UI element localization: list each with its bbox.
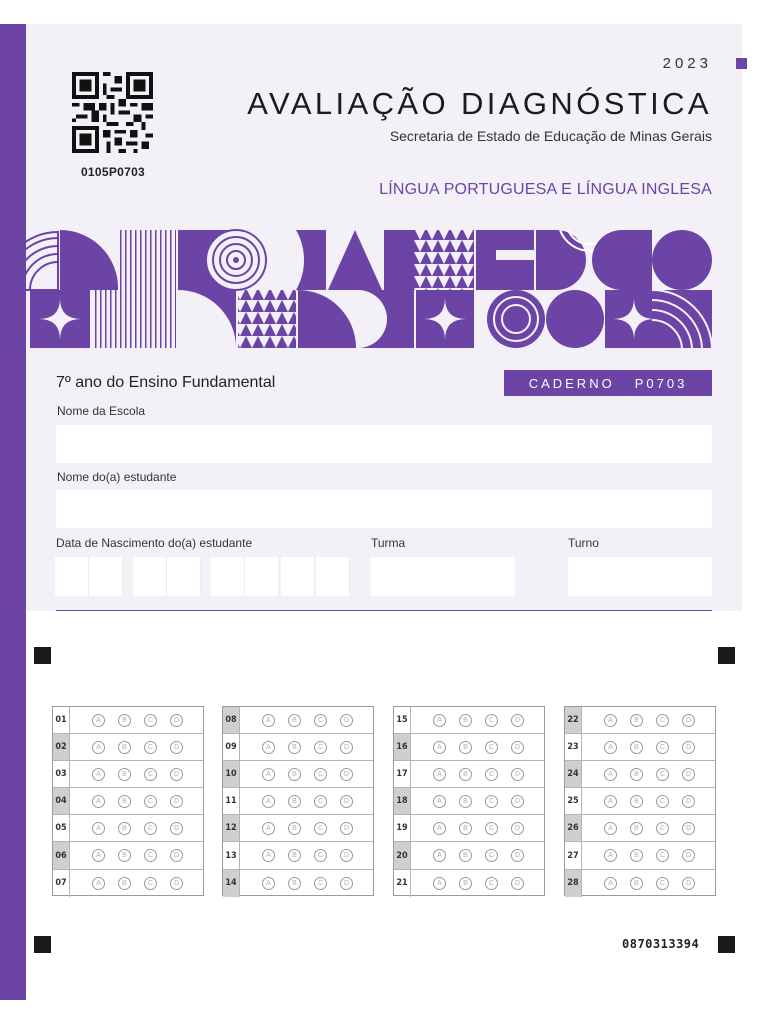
answer-bubble[interactable]: B [459, 768, 472, 781]
answer-row [53, 815, 203, 842]
question-number: 10 [223, 761, 240, 787]
answer-bubble[interactable]: B [630, 822, 643, 835]
answer-bubble[interactable]: B [459, 741, 472, 754]
birthdate-label: Data de Nascimento do(a) estudante [56, 536, 253, 550]
answer-bubble[interactable]: D [511, 877, 524, 890]
answer-row [565, 761, 715, 788]
answer-bubble[interactable]: D [511, 822, 524, 835]
answer-bubble[interactable]: B [288, 877, 301, 890]
answer-bubble[interactable]: C [144, 877, 157, 890]
birthdate-year-digit-3[interactable] [281, 557, 315, 596]
answer-bubble[interactable]: D [170, 822, 183, 835]
booklet-code: P0703 [634, 375, 688, 391]
answer-bubble[interactable]: C [144, 714, 157, 727]
class-field[interactable] [371, 557, 515, 596]
answer-bubble[interactable]: B [459, 795, 472, 808]
answer-bubble[interactable]: D [511, 714, 524, 727]
answer-block [564, 706, 716, 896]
answer-bubble[interactable]: B [118, 768, 131, 781]
answer-bubble[interactable]: A [92, 849, 105, 862]
birthdate-year-digit-1[interactable] [211, 557, 245, 596]
question-number: 14 [223, 870, 240, 897]
answer-options [240, 714, 353, 727]
answer-bubble[interactable]: A [92, 795, 105, 808]
answer-bubble[interactable]: D [340, 768, 353, 781]
question-number: 07 [53, 870, 70, 897]
answer-row [223, 788, 373, 815]
answer-bubble[interactable]: B [118, 849, 131, 862]
answer-bubble[interactable]: A [433, 877, 446, 890]
answer-bubble[interactable]: B [288, 849, 301, 862]
answer-bubble[interactable]: D [682, 849, 695, 862]
answer-bubble[interactable]: A [92, 822, 105, 835]
answer-bubble[interactable]: B [630, 714, 643, 727]
answer-bubble[interactable]: A [604, 768, 617, 781]
answer-bubble[interactable]: A [433, 822, 446, 835]
answer-bubble[interactable]: A [604, 741, 617, 754]
answer-bubble[interactable]: C [485, 714, 498, 727]
answer-bubble[interactable]: D [511, 741, 524, 754]
shift-label: Turno [568, 536, 599, 550]
shift-field[interactable] [568, 557, 712, 596]
answer-row [223, 842, 373, 869]
answer-bubble[interactable]: A [92, 768, 105, 781]
answer-bubble[interactable]: D [682, 714, 695, 727]
answer-bubble[interactable]: C [314, 877, 327, 890]
answer-bubble[interactable]: D [170, 877, 183, 890]
answer-options [411, 877, 524, 890]
answer-options [240, 877, 353, 890]
answer-options [70, 822, 183, 835]
question-number: 13 [223, 842, 240, 868]
question-number: 15 [394, 707, 411, 733]
answer-bubble[interactable]: B [118, 795, 131, 808]
answer-row [565, 815, 715, 842]
birthdate-year-digit-2[interactable] [245, 557, 279, 596]
answer-bubble[interactable]: D [340, 714, 353, 727]
answer-row [565, 734, 715, 761]
answer-options [240, 741, 353, 754]
answer-bubble[interactable]: D [170, 741, 183, 754]
question-number: 12 [223, 815, 240, 841]
answer-bubble[interactable]: C [485, 795, 498, 808]
answer-bubble[interactable]: D [170, 849, 183, 862]
subject-title: LÍNGUA PORTUGUESA E LÍNGUA INGLESA [379, 181, 712, 198]
answer-row [53, 788, 203, 815]
answer-bubble[interactable]: D [340, 741, 353, 754]
answer-options [70, 741, 183, 754]
answer-options [70, 795, 183, 808]
question-number: 26 [565, 815, 582, 841]
barcode-number: 0870313394 [622, 937, 700, 951]
answer-bubble[interactable]: C [485, 877, 498, 890]
answer-bubble[interactable]: C [656, 768, 669, 781]
answer-bubble[interactable]: D [511, 849, 524, 862]
question-number: 20 [394, 842, 411, 868]
answer-block [393, 706, 545, 896]
answer-bubble[interactable]: B [459, 822, 472, 835]
student-name-field[interactable] [56, 490, 712, 528]
answer-bubble[interactable]: C [314, 768, 327, 781]
answer-bubble[interactable]: A [262, 741, 275, 754]
answer-row [394, 734, 544, 761]
answer-bubble[interactable]: B [288, 822, 301, 835]
answer-bubble[interactable]: C [656, 877, 669, 890]
answer-bubble[interactable]: B [288, 741, 301, 754]
answer-row [565, 870, 715, 897]
answer-options [70, 877, 183, 890]
answer-bubble[interactable]: D [340, 849, 353, 862]
answer-bubble[interactable]: D [170, 795, 183, 808]
answer-bubble[interactable]: A [604, 714, 617, 727]
answer-bubble[interactable]: B [630, 768, 643, 781]
answer-options [240, 795, 353, 808]
answer-bubble[interactable]: C [314, 714, 327, 727]
question-number: 23 [565, 734, 582, 760]
answer-bubble[interactable]: C [485, 768, 498, 781]
answer-bubble[interactable]: B [288, 795, 301, 808]
answer-options [411, 849, 524, 862]
answer-bubble[interactable]: B [118, 877, 131, 890]
answer-options [582, 768, 695, 781]
question-number: 21 [394, 870, 411, 897]
answer-row [53, 761, 203, 788]
page-title: AVALIAÇÃO DIAGNÓSTICA [247, 86, 712, 121]
answer-bubble[interactable]: A [92, 714, 105, 727]
answer-row [394, 707, 544, 734]
answer-row [394, 842, 544, 869]
answer-row [223, 761, 373, 788]
answer-bubble[interactable]: A [262, 877, 275, 890]
answer-options [70, 849, 183, 862]
divider [56, 610, 712, 611]
answer-bubble[interactable]: B [630, 849, 643, 862]
answer-bubble[interactable]: D [511, 768, 524, 781]
answer-bubble[interactable]: A [604, 795, 617, 808]
answer-options [411, 822, 524, 835]
class-label: Turma [371, 536, 406, 550]
answer-options [240, 768, 353, 781]
answer-bubble[interactable]: C [314, 822, 327, 835]
question-number: 11 [223, 788, 240, 814]
side-accent-bar [0, 24, 26, 1000]
question-number: 25 [565, 788, 582, 814]
answer-bubble[interactable]: B [630, 741, 643, 754]
answer-bubble[interactable]: A [262, 714, 275, 727]
answer-bubble[interactable]: D [682, 877, 695, 890]
qr-code-text: 0105P0703 [80, 165, 146, 179]
answer-row [565, 788, 715, 815]
birthdate-year-digit-4[interactable] [316, 557, 350, 596]
answer-row [394, 788, 544, 815]
answer-options [582, 795, 695, 808]
question-number: 17 [394, 761, 411, 787]
answer-bubble[interactable]: A [433, 714, 446, 727]
answer-bubble[interactable]: C [144, 849, 157, 862]
birthdate-month-digit-2[interactable] [167, 557, 201, 596]
answer-bubble[interactable]: C [656, 714, 669, 727]
question-number: 09 [223, 734, 240, 760]
question-number: 19 [394, 815, 411, 841]
answer-bubble[interactable]: C [314, 741, 327, 754]
answer-bubble[interactable]: A [604, 822, 617, 835]
question-number: 05 [53, 815, 70, 841]
answer-options [70, 768, 183, 781]
question-number: 01 [53, 707, 70, 733]
answer-bubble[interactable]: A [92, 877, 105, 890]
answer-bubble[interactable]: A [92, 741, 105, 754]
answer-row [223, 815, 373, 842]
answer-options [411, 795, 524, 808]
answer-bubble[interactable]: D [340, 795, 353, 808]
answer-bubble[interactable]: A [433, 768, 446, 781]
question-number: 02 [53, 734, 70, 760]
answer-bubble[interactable]: D [511, 795, 524, 808]
answer-bubble[interactable]: D [340, 877, 353, 890]
answer-options [582, 714, 695, 727]
answer-bubble[interactable]: B [288, 768, 301, 781]
answer-bubble[interactable]: D [340, 822, 353, 835]
answer-bubble[interactable]: A [262, 768, 275, 781]
answer-bubble[interactable]: D [682, 768, 695, 781]
answer-bubble[interactable]: A [604, 849, 617, 862]
answer-bubble[interactable]: C [144, 741, 157, 754]
school-name-field[interactable] [56, 425, 712, 463]
answer-options [411, 741, 524, 754]
grade-label: 7º ano do Ensino Fundamental [56, 374, 276, 391]
answer-options [240, 849, 353, 862]
answer-options [70, 714, 183, 727]
answer-bubble[interactable]: B [630, 877, 643, 890]
answer-row [223, 870, 373, 897]
answer-options [240, 822, 353, 835]
answer-bubble[interactable]: C [485, 741, 498, 754]
answer-bubble[interactable]: C [144, 795, 157, 808]
booklet-label: CADERNO [528, 375, 615, 391]
booklet-badge [504, 370, 712, 396]
answer-row [394, 761, 544, 788]
answer-bubble[interactable]: C [144, 768, 157, 781]
answer-bubble[interactable]: C [314, 795, 327, 808]
registration-mark [34, 936, 51, 953]
answer-bubble[interactable]: A [262, 822, 275, 835]
decorative-banner [0, 228, 712, 350]
answer-row [53, 870, 203, 897]
answer-bubble[interactable]: B [118, 741, 131, 754]
school-name-label: Nome da Escola [57, 404, 146, 418]
answer-bubble[interactable]: D [170, 714, 183, 727]
answer-row [223, 707, 373, 734]
answer-options [582, 741, 695, 754]
registration-mark [718, 936, 735, 953]
answer-bubble[interactable]: C [485, 849, 498, 862]
answer-options [411, 714, 524, 727]
answer-options [582, 822, 695, 835]
subtitle: Secretaria de Estado de Educação de Minas Gerais [389, 128, 712, 144]
answer-bubble[interactable]: D [170, 768, 183, 781]
birthdate-day-digit-1[interactable] [55, 557, 89, 596]
corner-square [736, 58, 747, 69]
answer-options [411, 768, 524, 781]
answer-row [53, 734, 203, 761]
question-number: 06 [53, 842, 70, 868]
answer-bubble[interactable]: C [485, 822, 498, 835]
question-number: 03 [53, 761, 70, 787]
question-number: 22 [565, 707, 582, 733]
student-name-label: Nome do(a) estudante [57, 470, 177, 484]
answer-bubble[interactable]: C [656, 795, 669, 808]
answer-bubble[interactable]: D [682, 741, 695, 754]
answer-row [394, 870, 544, 897]
registration-mark [718, 647, 735, 664]
answer-bubble[interactable]: B [288, 714, 301, 727]
answer-bubble[interactable]: A [262, 849, 275, 862]
answer-bubble[interactable]: A [433, 849, 446, 862]
question-number: 27 [565, 842, 582, 868]
answer-options [582, 849, 695, 862]
answer-bubble[interactable]: C [656, 822, 669, 835]
answer-bubble[interactable]: B [459, 849, 472, 862]
answer-bubble[interactable]: A [262, 795, 275, 808]
registration-mark [34, 647, 51, 664]
question-number: 18 [394, 788, 411, 814]
answer-row [565, 842, 715, 869]
answer-row [223, 734, 373, 761]
answer-bubble[interactable]: C [144, 822, 157, 835]
answer-row [394, 815, 544, 842]
birthdate-month-digit-1[interactable] [133, 557, 167, 596]
answer-options [582, 877, 695, 890]
answer-block [52, 706, 204, 896]
answer-bubble[interactable]: C [314, 849, 327, 862]
answer-bubble[interactable]: B [118, 714, 131, 727]
answer-row [53, 707, 203, 734]
birthdate-day-digit-2[interactable] [89, 557, 123, 596]
answer-bubble[interactable]: A [433, 741, 446, 754]
answer-bubble[interactable]: B [459, 877, 472, 890]
answer-bubble[interactable]: B [630, 795, 643, 808]
answer-bubble[interactable]: D [682, 795, 695, 808]
answer-bubble[interactable]: D [682, 822, 695, 835]
question-number: 28 [565, 870, 582, 897]
question-number: 04 [53, 788, 70, 814]
question-number: 08 [223, 707, 240, 733]
answer-row [565, 707, 715, 734]
qr-code-icon [72, 72, 153, 153]
answer-row [53, 842, 203, 869]
answer-bubble[interactable]: A [433, 795, 446, 808]
answer-block [222, 706, 374, 896]
answer-bubble[interactable]: C [656, 741, 669, 754]
answer-bubble[interactable]: A [604, 877, 617, 890]
question-number: 16 [394, 734, 411, 760]
answer-bubble[interactable]: C [656, 849, 669, 862]
answer-bubble[interactable]: B [118, 822, 131, 835]
year: 2023 [662, 55, 712, 72]
question-number: 24 [565, 761, 582, 787]
answer-bubble[interactable]: B [459, 714, 472, 727]
